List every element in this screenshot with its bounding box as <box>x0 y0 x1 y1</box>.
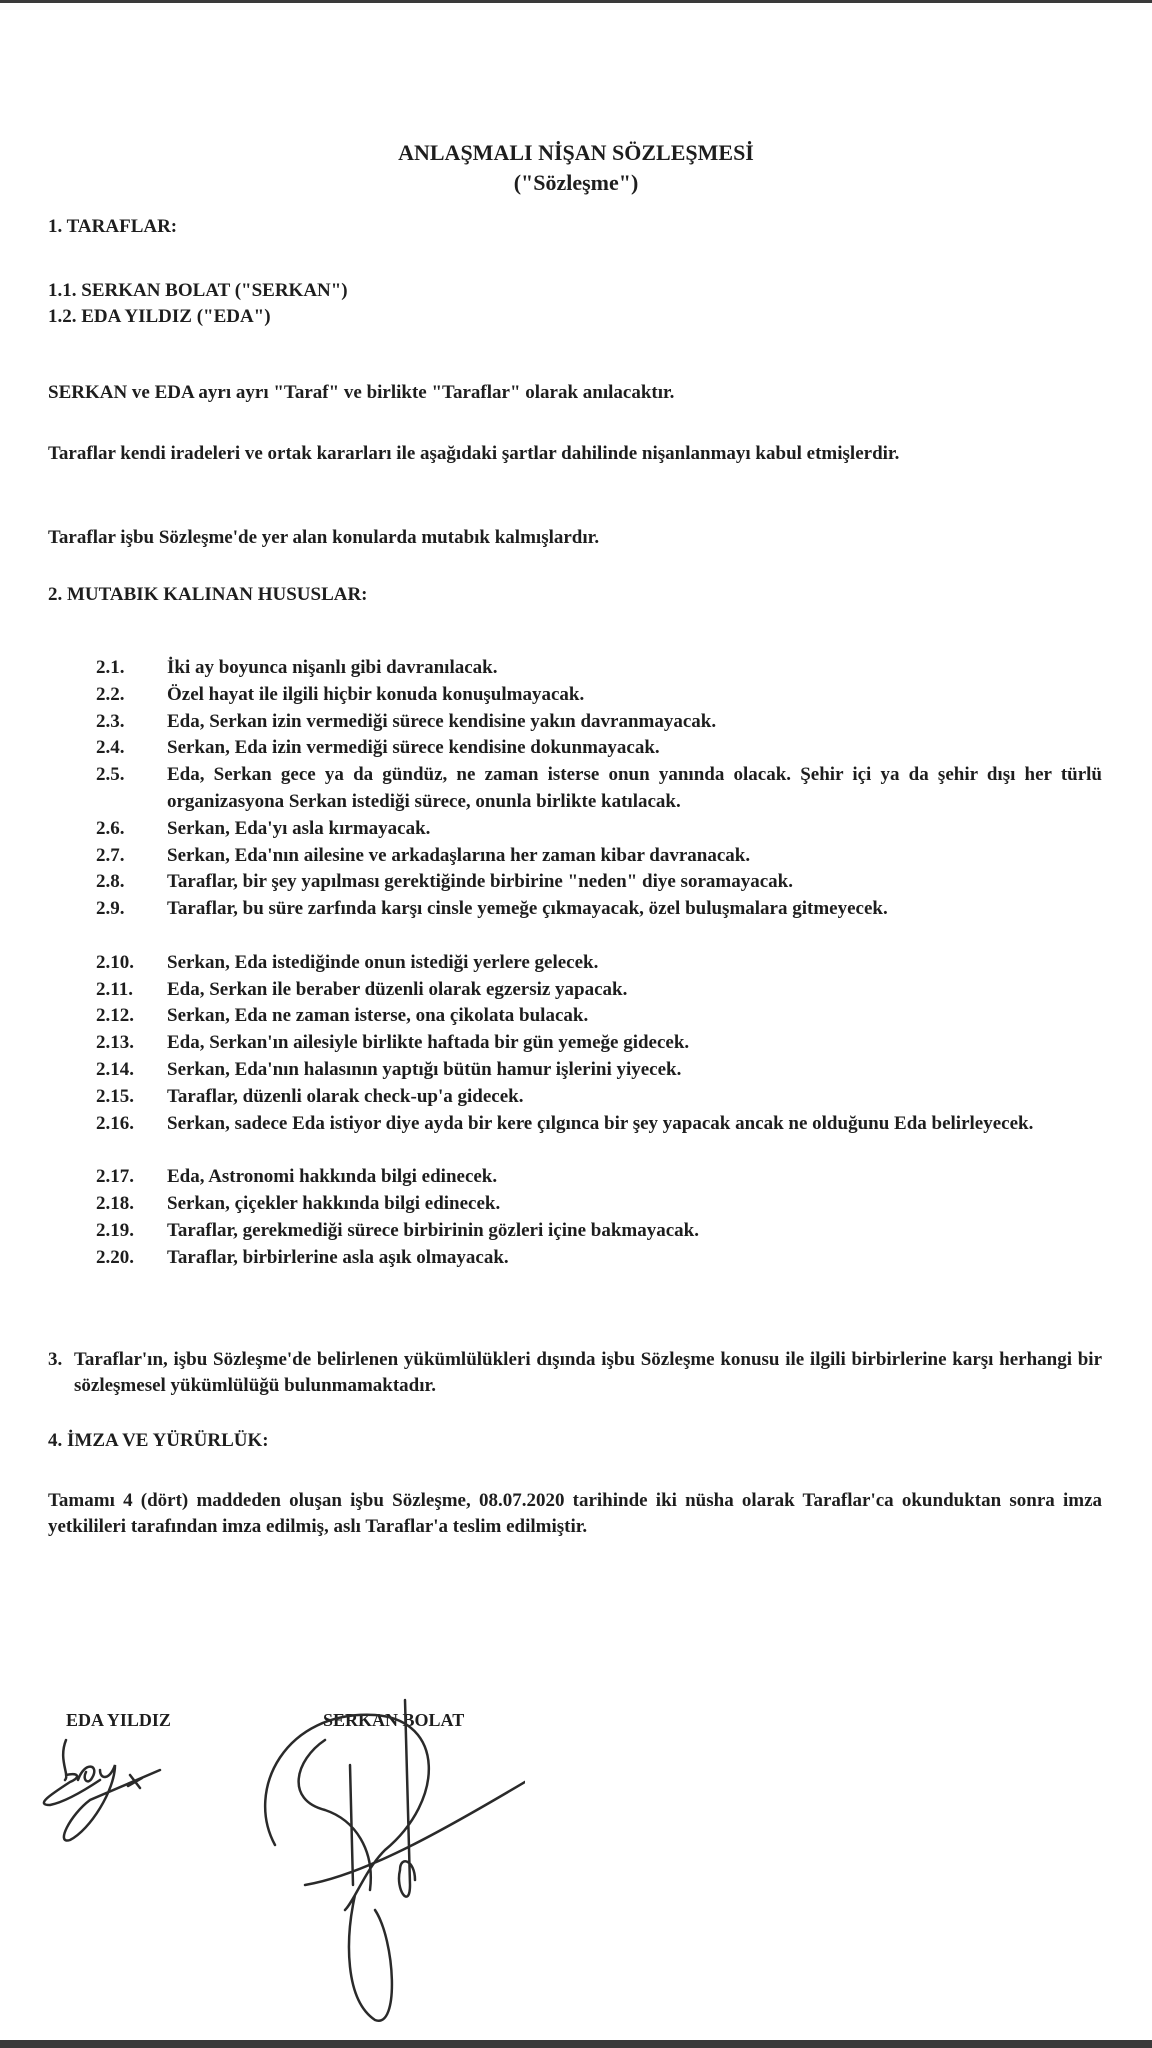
item-number: 2.18. <box>96 1193 134 1214</box>
item-text: Serkan, Eda istediğinde onun istediği yerlere gelecek. <box>167 951 599 973</box>
bottom-border <box>0 2040 1152 2048</box>
signature-name-eda: EDA YILDIZ <box>66 1710 171 1730</box>
section-3 <box>48 1347 1102 1399</box>
item-number: 2.6. <box>96 817 125 839</box>
agreed-item <box>96 709 1102 736</box>
section-3-text: Taraflar'ın, işbu Sözleşme'de belirlenen yükümlülükleri dışında işbu Sözleşme konusu ile ilgili birbirlerine karşı herhangi bir sözleşmesel yükümlülüğü bulunmamaktadır. <box>74 1349 1102 1396</box>
item-number: 2.3. <box>96 710 125 732</box>
agreed-item <box>96 1003 1102 1030</box>
agreed-item <box>96 1218 1102 1245</box>
item-text: Serkan, Eda'nın ailesine ve arkadaşlarına her zaman kibar davranacak. <box>167 844 751 866</box>
agreed-item <box>96 1084 1102 1111</box>
item-text: Serkan, Eda'yı asla kırmayacak. <box>167 817 431 839</box>
item-text: Eda, Astronomi hakkında bilgi edinecek. <box>167 1166 498 1188</box>
agreed-item <box>96 1245 1102 1272</box>
agreed-item <box>96 869 1102 896</box>
item-number: 2.12. <box>96 1005 134 1027</box>
item-number: 2.9. <box>96 898 125 920</box>
agreed-item <box>96 682 1102 709</box>
item-text: Özel hayat ile ilgili hiçbir konuda konuşulmayacak. <box>167 683 585 705</box>
item-number: 2.13. <box>96 1032 134 1054</box>
agreed-item <box>96 977 1102 1004</box>
section-2-heading: 2. MUTABIK KALINAN HUSUSLAR: <box>48 584 368 605</box>
item-text: Eda, Serkan ile beraber düzenli olarak egzersiz yapacak. <box>167 978 628 1000</box>
agreed-item <box>96 1057 1102 1084</box>
agreed-item <box>96 1191 1102 1218</box>
item-text: Serkan, çiçekler hakkında bilgi edinecek. <box>167 1193 501 1214</box>
item-number: 2.2. <box>96 683 125 705</box>
item-text: Taraflar, bu süre zarfında karşı cinsle yemeğe çıkmayacak, özel buluşmalara gitmeyecek. <box>167 898 888 920</box>
item-number: 2.8. <box>96 871 125 893</box>
signature-eda <box>30 1720 180 1870</box>
agreed-item <box>96 1111 1102 1138</box>
agreed-item <box>96 1164 1102 1191</box>
item-number: 2.17. <box>96 1166 134 1188</box>
signature-name-serkan: SERKAN BOLAT <box>323 1710 465 1730</box>
paragraph-consent: Taraflar kendi iradeleri ve ortak kararları ile aşağıdaki şartlar dahilinde nişanlanmayı kabul etmişlerdir. <box>48 443 900 464</box>
party-1: 1.1. SERKAN BOLAT ("SERKAN") <box>48 280 348 301</box>
item-number: 2.7. <box>96 844 125 866</box>
document-title: ANLAŞMALI NİŞAN SÖZLEŞMESİ <box>398 140 754 165</box>
item-number: 2.5. <box>96 764 125 786</box>
item-number: 2.19. <box>96 1219 134 1241</box>
item-text: Eda, Serkan izin vermediği sürece kendisine yakın davranmayacak. <box>167 710 717 732</box>
item-number: 2.14. <box>96 1059 134 1080</box>
item-text: Serkan, Eda'nın halasının yaptığı bütün hamur işlerini yiyecek. <box>167 1059 682 1080</box>
item-text: Taraflar, gerekmediği sürece birbirinin gözleri içine bakmayacak. <box>167 1219 699 1241</box>
section-1-heading: 1. TARAFLAR: <box>48 216 178 237</box>
item-text: Taraflar, düzenli olarak check-up'a gidecek. <box>167 1085 524 1107</box>
agreed-item <box>96 655 1102 682</box>
item-text: Eda, Serkan'ın ailesiyle birlikte haftada bir gün yemeğe gidecek. <box>167 1032 690 1054</box>
item-number: 2.15. <box>96 1085 134 1107</box>
item-number: 2.20. <box>96 1246 134 1268</box>
agreed-item <box>96 950 1102 977</box>
item-number: 2.11. <box>96 978 133 1000</box>
paragraph-agreement: Taraflar işbu Sözleşme'de yer alan konularda mutabık kalmışlardır. <box>48 527 600 548</box>
agreed-item <box>96 896 1102 923</box>
top-border <box>0 0 1152 3</box>
section-3-number: 3. <box>48 1349 63 1370</box>
section-4-text: Tamamı 4 (dört) maddeden oluşan işbu Sözleşme, 08.07.2020 tarihinde iki nüsha olarak Taraflar'ca okunduktan sonra imza yetkilileri tarafından imza edilmiş, aslı Taraflar'a teslim edilmiştir. <box>48 1490 1102 1537</box>
agreed-item <box>96 816 1102 843</box>
item-number: 2.4. <box>96 737 125 759</box>
agreed-item <box>96 843 1102 870</box>
item-text: Eda, Serkan gece ya da gündüz, ne zaman isterse onun yanında olacak. Şehir içi ya da şehir dışı her türlü organizasyona Serkan istediği sürece, onunla birlikte katılacak. <box>167 764 1102 812</box>
item-number: 2.1. <box>96 657 125 678</box>
item-text: Serkan, sadece Eda istiyor diye ayda bir kere çılgınca bir şey yapacak ancak ne olduğunu Eda belirleyecek. <box>167 1112 1034 1134</box>
item-text: Taraflar, birbirlerine asla aşık olmayacak. <box>167 1246 509 1268</box>
item-text: Serkan, Eda izin vermediği sürece kendisine dokunmayacak. <box>167 737 660 759</box>
document-subtitle: ("Sözleşme") <box>513 170 639 195</box>
agreed-item <box>96 735 1102 762</box>
agreed-item <box>96 762 1102 816</box>
paragraph-definitions: SERKAN ve EDA ayrı ayrı "Taraf" ve birlikte "Taraflar" olarak anılacaktır. <box>48 382 675 403</box>
item-text: Taraflar, bir şey yapılması gerektiğinde birbirine "neden" diye soramayacak. <box>167 871 793 893</box>
item-text: İki ay boyunca nişanlı gibi davranılacak. <box>167 657 498 678</box>
item-number: 2.10. <box>96 951 134 973</box>
signature-serkan <box>245 1680 525 2040</box>
section-4-heading: 4. İMZA VE YÜRÜRLÜK: <box>48 1430 269 1451</box>
item-text: Serkan, Eda ne zaman isterse, ona çikolata bulacak. <box>167 1005 589 1027</box>
party-2: 1.2. EDA YILDIZ ("EDA") <box>48 306 271 327</box>
item-number: 2.16. <box>96 1112 134 1134</box>
agreed-item <box>96 1030 1102 1057</box>
